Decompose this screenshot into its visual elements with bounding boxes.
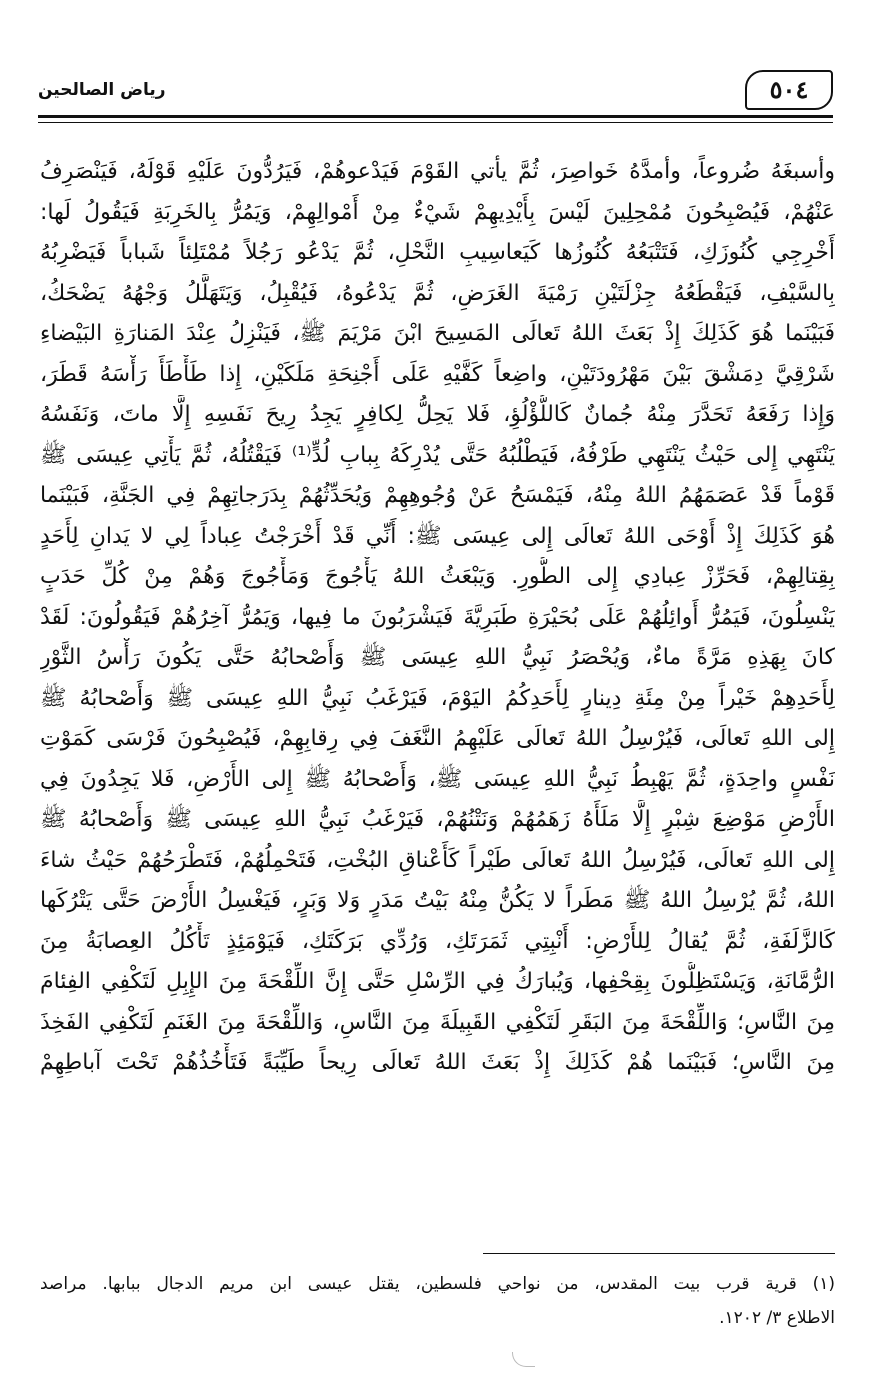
- hadith-text: [40, 152, 835, 1084]
- text-line: كَالزَّلَفَةِ، ثُمَّ يُقالُ لِلأَرْضِ: أَنْبِتِي ثَمَرَتَكِ، وَرُدِّي بَرَكَتَكِ، فَيَوْمَئِذٍ تَأْكُلُ العِصابَةُ مِنَ: [40, 928, 835, 954]
- text-line: اللهُ، ثُمَّ يُرْسِلُ اللهُ ﷺ مَطَراً لا يَكُنُّ مِنْهُ بَيْتُ مَدَرٍ وَلا وَبَرٍ، فَيَغْسِلُ الأَرْضَ حَتَّى يَتْرُكَها: [40, 888, 835, 913]
- text-line: وأسبغَهُ ضُروعاً، وأمدَّهُ خَواصِرَ، ثُمَّ يأتي القَوْمَ فَيَدْعوهُمْ، فَيَرُدُّونَ عَلَيْهِ قَوْلَهُ، فَيَنْصَرِفُ: [40, 159, 835, 184]
- text-line: يَنْسِلُونَ، فَيَمُرُّ أَوائِلُهُمْ عَلَى بُحَيْرَةِ طَبَرِيَّةَ فَيَشْرَبُونَ ما فِيها، وَيَمُرُّ آخِرُهُمْ فَيَقُولُونَ: لَقَدْ: [40, 604, 835, 630]
- header-rule: [38, 115, 833, 118]
- page-number: ٥٠٤: [745, 70, 833, 110]
- footnote: [40, 1267, 835, 1335]
- book-title: رياض الصالحين: [38, 80, 166, 100]
- text-line: هُوَ كَذَلِكَ إِذْ أَوْحَى اللهُ تَعالَى إِلى عِيسَى ﷺ: أَنِّي قَدْ أَخْرَجْتُ عِباداً لِي لا يَدانِ لِأَحَدٍ: [40, 523, 835, 549]
- footnote-line: الاطلاع ٣/ ١٢٠٢.: [719, 1308, 835, 1328]
- text-line: فَبَيْنَما هُوَ كَذَلِكَ إِذْ بَعَثَ اللهُ تَعالَى المَسِيحَ ابْنَ مَرْيَمَ ﷺ، فَيَنْزِلُ عِنْدَ المَنارَةِ البَيْضاءِ: [40, 321, 835, 346]
- text-line: إِلى اللهِ تَعالَى، فَيُرْسِلُ اللهُ تَعالَى طَيْراً كَأَعْناقِ البُخْتِ، فَتَحْمِلُهُمْ، فَتَطْرَحُهُمْ حَيْثُ شاءَ: [40, 847, 835, 873]
- header-rule-thin: [38, 122, 833, 123]
- text-line: إِلى اللهِ تَعالَى، فَيُرْسِلُ اللهُ تَعالَى عَلَيْهِمُ النَّغَفَ فِي رِقابِهِمْ، فَيُصْبِحُونَ فَرْسَى كَمَوْتِ: [40, 726, 835, 751]
- text-line: وَإِذا رَفَعَهُ تَحَدَّرَ مِنْهُ جُمانٌ كَاللُّؤْلُؤِ، فَلا يَحِلُّ لِكافِرٍ يَجِدُ رِيحَ نَفَسِهِ إِلَّا ماتَ، وَنَفَسُهُ: [40, 402, 835, 427]
- text-line: نَفْسٍ واحِدَةٍ، ثُمَّ يَهْبِطُ نَبِيُّ اللهِ عِيسَى ﷺ، وَأَصْحابُهُ ﷺ إِلى الأَرْضِ، فَلا يَجِدُونَ فِي: [40, 766, 835, 792]
- text-line: كانَ بِهَذِهِ مَرَّةً ماءٌ، وَيُحْصَرُ نَبِيُّ اللهِ عِيسَى ﷺ وَأَصْحابُهُ حَتَّى يَكُونَ رَأْسُ الثَّوْرِ: [40, 645, 835, 670]
- text-line: لِأَحَدِهِمْ خَيْراً مِنْ مِئَةِ دِينارٍ لِأَحَدِكُمُ اليَوْمَ، فَيَرْغَبُ نَبِيُّ اللهِ عِيسَى ﷺ وَأَصْحابُهُ ﷺ: [40, 685, 835, 711]
- text-line: مِنَ النَّاسِ؛ فَبَيْنَما هُمْ كَذَلِكَ إِذْ بَعَثَ اللهُ تَعالَى رِيحاً طَيِّبَةً فَتَأْخُذُهُمْ تَحْتَ آباطِهِمْ: [40, 1050, 835, 1075]
- text-line: بِقِتالِهِمْ، فَحَرِّزْ عِبادِي إِلى الطُّورِ. وَيَبْعَثُ اللهُ يَأْجُوجَ وَمَأْجُوجَ وَهُمْ مِنْ كُلِّ حَدَبٍ: [40, 564, 835, 589]
- text-line: شَرْقِيَّ دِمَشْقَ بَيْنَ مَهْرُودَتَيْنِ، واضِعاً كَفَّيْهِ عَلَى أَجْنِحَةِ مَلَكَيْنِ، إِذا طَأْطَأَ رَأْسَهُ قَطَرَ،: [40, 361, 835, 387]
- text-line: يَنْتَهِي إِلى حَيْثُ يَنْتَهِي طَرْفُهُ، فَيَطْلُبُهُ حَتَّى يُدْرِكَهُ بِبابِ لُدٍّ⁽¹⁾ فَيَقْتُلُهُ، ثُمَّ يَأْتِي عِيسَى ﷺ: [40, 442, 835, 468]
- running-header: [38, 66, 833, 118]
- text-line: الرُّمَّانَةِ، وَيَسْتَظِلُّونَ بِقِحْفِها، وَيُبارَكُ فِي الرِّسْلِ حَتَّى إِنَّ اللِّقْحَةَ مِنَ الإِبِلِ لَتَكْفِي الفِئامَ: [40, 969, 835, 994]
- text-line: مِنَ النَّاسِ؛ وَاللِّقْحَةَ مِنَ البَقَرِ لَتَكْفِي القَبِيلَةَ مِنَ النَّاسِ، وَاللِّقْحَةَ مِنَ الغَنَمِ لَتَكْفِي الفَخِذَ: [40, 1009, 835, 1035]
- text-line: بِالسَّيْفِ، فَيَقْطَعُهُ جِزْلَتَيْنِ رَمْيَةَ الغَرَضِ، ثُمَّ يَدْعُوهُ، فَيُقْبِلُ، وَيَتَهَلَّلُ وَجْهُهُ يَضْحَكُ،: [40, 280, 835, 306]
- text-line: قَوْماً قَدْ عَصَمَهُمُ اللهُ مِنْهُ، فَيَمْسَحُ عَنْ وُجُوهِهِمْ وَيُحَدِّثُهُمْ بِدَرَجاتِهِمْ فِي الجَنَّةِ، فَبَيْنَما: [40, 483, 835, 508]
- text-line: عَنْهُمْ، فَيُصْبِحُونَ مُمْحِلِينَ لَيْسَ بِأَيْدِيهِمْ شَيْءٌ مِنْ أَمْوالِهِمْ، وَيَمُرُّ بِالخَرِبَةِ فَيَقُولُ لَها:: [40, 199, 835, 225]
- page-mark: [512, 1352, 535, 1367]
- footnote-rule: [483, 1253, 835, 1254]
- footnote-line: (١) قرية قرب بيت المقدس، من نواحي فلسطين، يقتل عيسى ابن مريم الدجال ببابها. مراصد: [40, 1274, 835, 1294]
- text-line: الأَرْضِ مَوْضِعَ شِبْرٍ إِلَّا مَلَأَهُ زَهَمُهُمْ وَنَتْنُهُمْ، فَيَرْغَبُ نَبِيُّ اللهِ عِيسَى ﷺ وَأَصْحابُهُ ﷺ: [40, 807, 835, 832]
- text-line: أَخْرِجِي كُنُوزَكِ، فَتَتْبَعُهُ كُنُوزُها كَيَعاسِيبِ النَّحْلِ، ثُمَّ يَدْعُو رَجُلاً مُمْتَلِئاً شَباباً فَيَضْرِبُهُ: [40, 240, 835, 265]
